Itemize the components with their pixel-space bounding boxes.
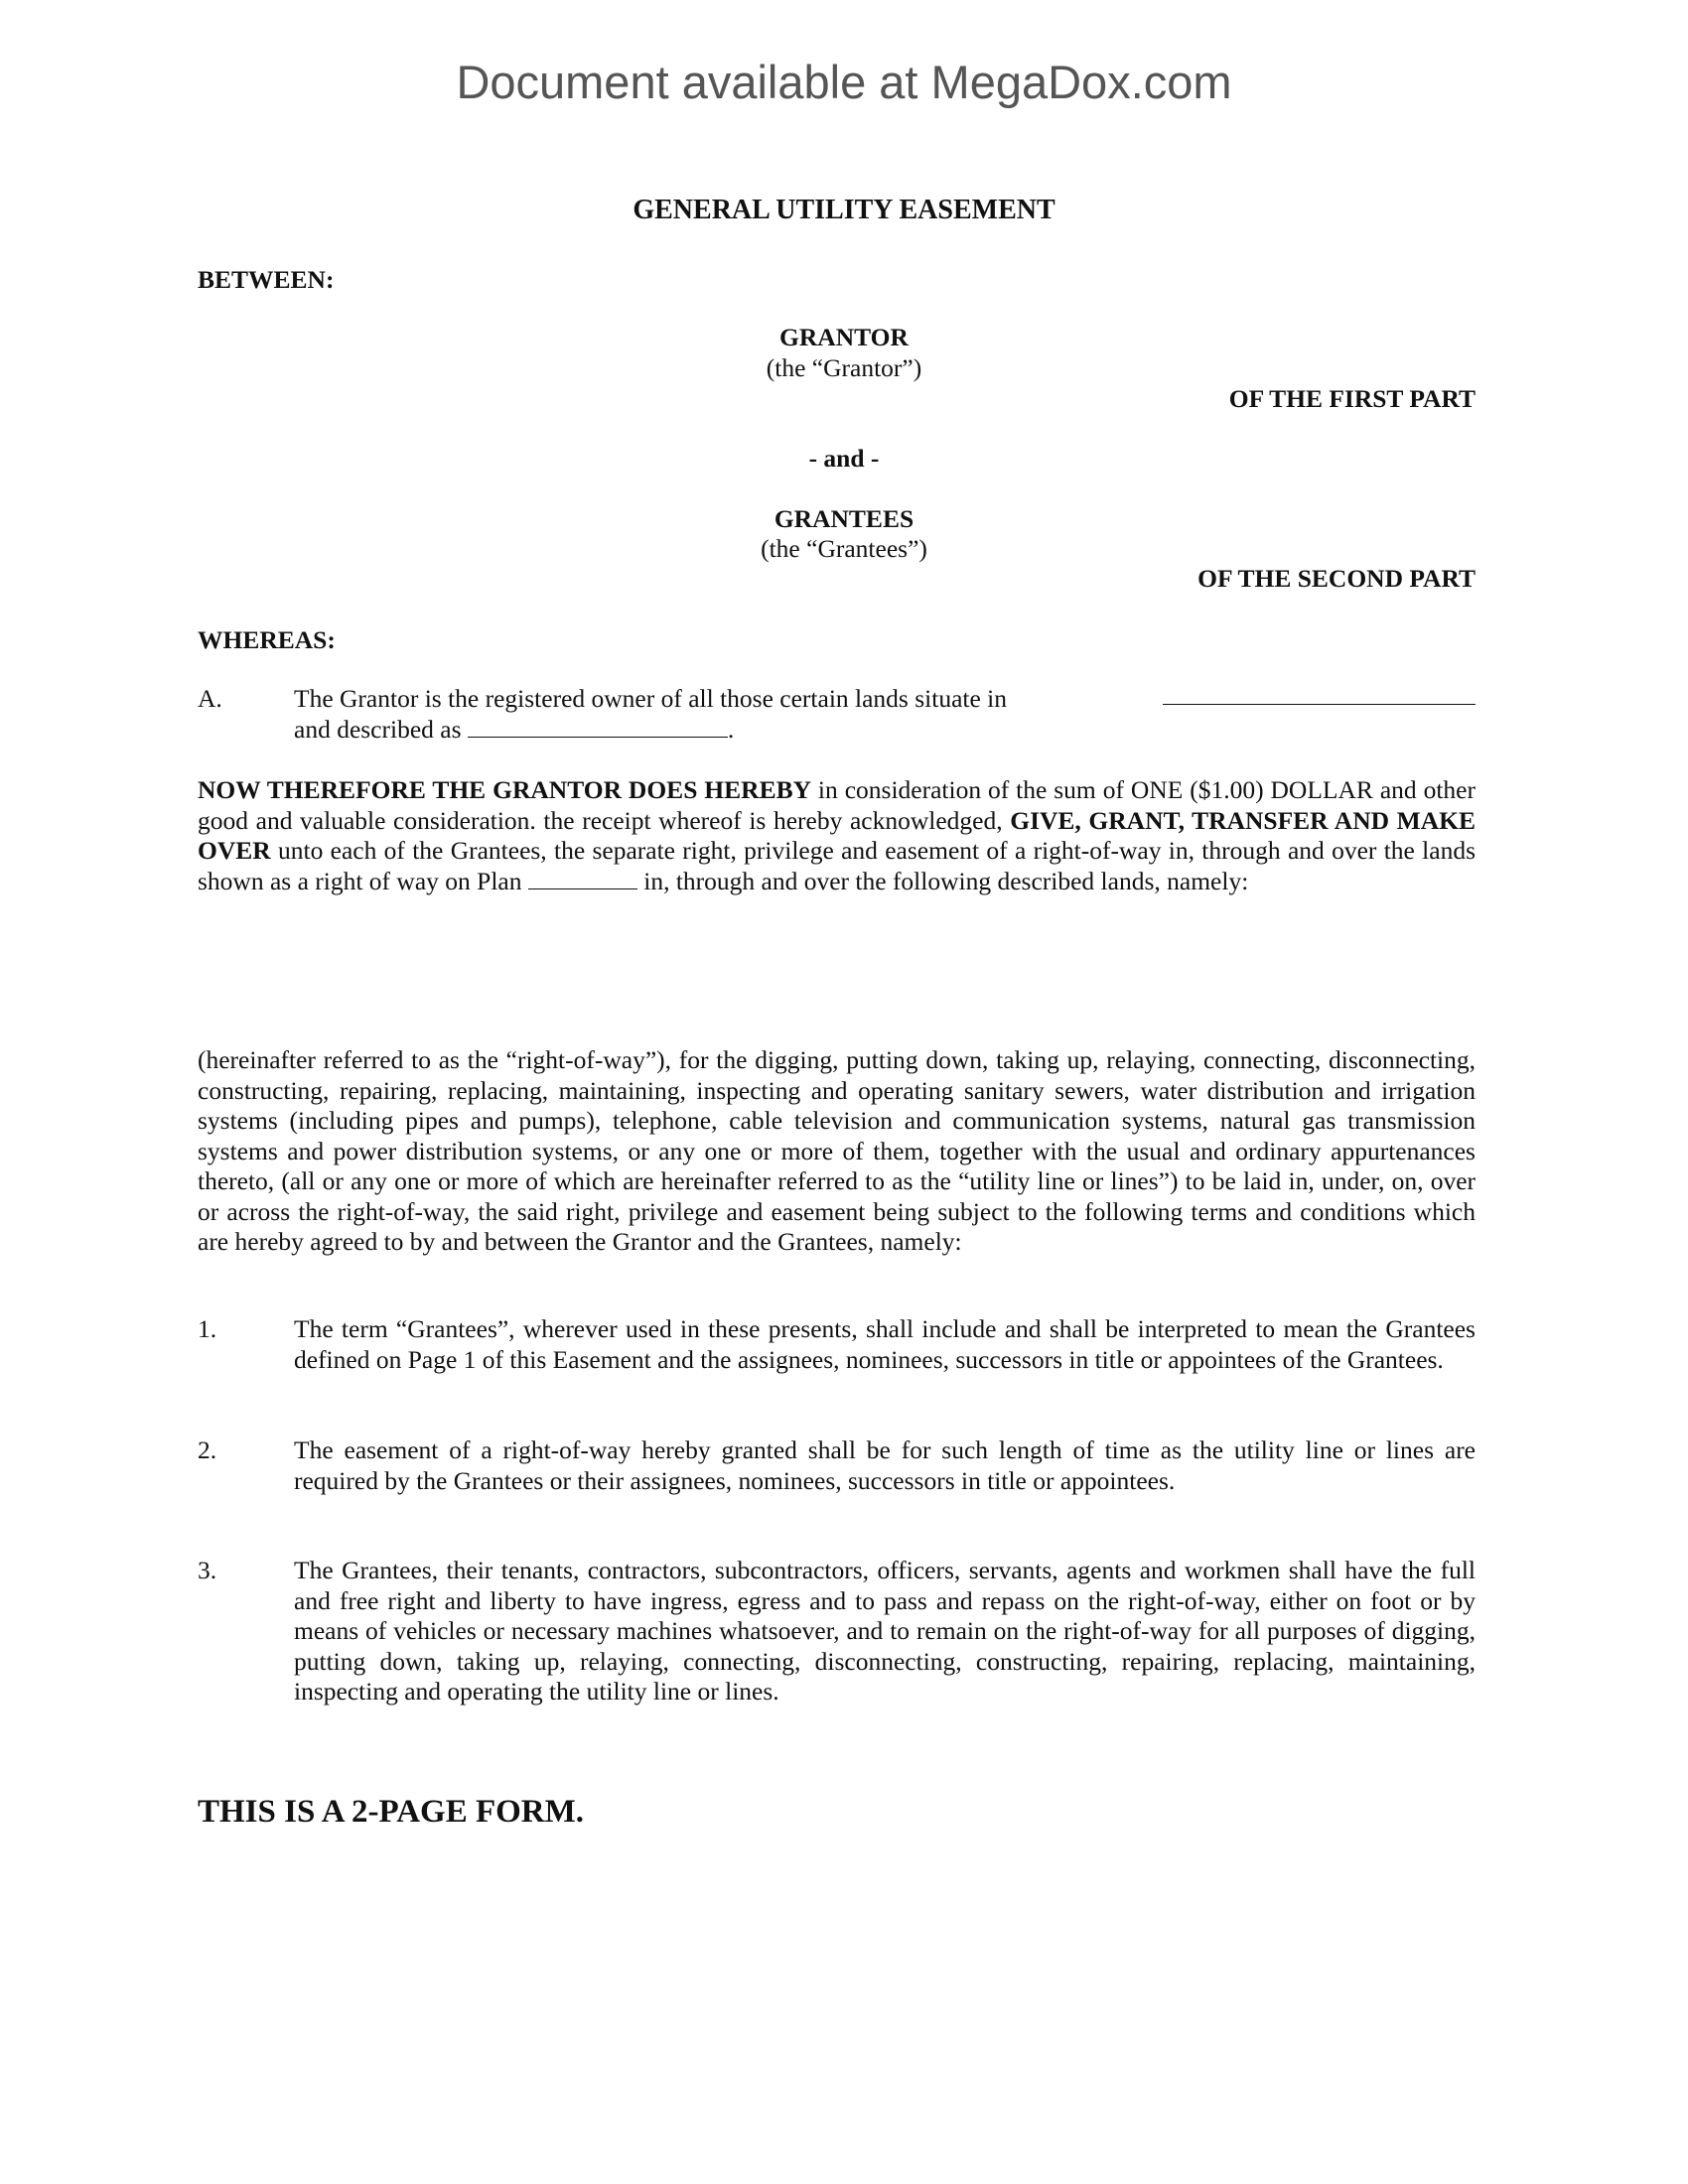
grantees-name: GRANTEES bbox=[774, 504, 914, 533]
now-therefore-text-2: unto each of the Grantees, the separate right, privilege and easement of a right-of-way in, through and over the lands shown as a right of way on Plan bbox=[198, 836, 1476, 895]
second-part-label: OF THE SECOND PART bbox=[1197, 564, 1476, 593]
item-text: The easement of a right-of-way hereby granted shall be for such length of time as the utility line or lines are required by the Grantees or their assignees, nominees, successors in title or appointees. bbox=[294, 1435, 1476, 1495]
grantor-alias: (the “Grantor”) bbox=[766, 353, 922, 382]
recital-a-label: A. bbox=[198, 684, 222, 713]
recital-a-period: . bbox=[727, 714, 735, 744]
now-therefore-paragraph bbox=[198, 775, 1476, 896]
now-therefore-text-1: in consideration of the sum of ONE ($1.00) DOLLAR and other good and valuable consideration. the receipt whereof is hereby acknowledged, bbox=[198, 775, 1476, 835]
item-number: 2. bbox=[198, 1435, 217, 1464]
now-therefore-bold: NOW THEREFORE THE GRANTOR DOES HEREBY bbox=[198, 775, 811, 804]
item-number: 3. bbox=[198, 1556, 217, 1584]
item-text: The term “Grantees”, wherever used in these presents, shall include and shall be interpreted to mean the Grantees defined on Page 1 of this Easement and the assignees, nominees, successors in title or appointees of the Grantees. bbox=[294, 1314, 1476, 1374]
item-text: The Grantees, their tenants, contractors, subcontractors, officers, servants, agents and workmen shall have the full and free right and liberty to have ingress, egress and to pass and repass on the right-of-way, either on foot or by means of vehicles or necessary machines whatsoever, and to remain on the right-of-way for all purposes of digging, putting down, taking up, relaying, connecting, disconnecting, constructing, repairing, replacing, maintaining, inspecting and operating the utility line or lines. bbox=[294, 1556, 1476, 1706]
first-part-label: OF THE FIRST PART bbox=[1228, 384, 1476, 413]
and-separator: - and - bbox=[808, 444, 880, 473]
item-number: 1. bbox=[198, 1314, 217, 1343]
now-therefore-text-3: in, through and over the following described lands, namely: bbox=[636, 866, 1249, 895]
grantees-alias: (the “Grantees”) bbox=[761, 534, 927, 563]
plan-blank[interactable] bbox=[528, 867, 637, 889]
recital-a-text-1: The Grantor is the registered owner of all those certain lands situate in bbox=[294, 684, 1008, 713]
page-count-notice: THIS IS A 2-PAGE FORM. bbox=[198, 1794, 585, 1830]
between-label: BETWEEN: bbox=[198, 265, 335, 294]
description-blank[interactable] bbox=[468, 715, 728, 738]
recital-a bbox=[294, 684, 1476, 745]
whereas-label: WHEREAS: bbox=[198, 625, 336, 654]
grant-clause-bold: GIVE, GRANT, TRANSFER AND MAKE OVER bbox=[198, 805, 1476, 865]
location-blank[interactable] bbox=[1163, 682, 1476, 705]
recital-a-text-2: and described as bbox=[294, 714, 462, 744]
grantor-name: GRANTOR bbox=[779, 323, 909, 351]
hereinafter-paragraph: (hereinafter referred to as the “right-of-way”), for the digging, putting down, taking up, relaying, connecting, disconnecting, constructing, repairing, replacing, maintaining, inspecting and operating sanitary sewers, water distribution and irrigation systems (including pipes and pumps), telephone, cable television and communication systems, natural gas transmission systems and power distribution systems, or any one or more of them, together with the usual and ordinary appurtenances thereto, (all or any one or more of which are hereinafter referred to as the “utility line or lines”) to be laid in, under, on, over or across the right-of-way, the said right, privilege and easement being subject to the following terms and conditions which are hereby agreed to by and between the Grantor and the Grantees, namely: bbox=[198, 1045, 1476, 1256]
document-title: GENERAL UTILITY EASEMENT bbox=[633, 195, 1055, 225]
watermark-banner: Document available at MegaDox.com bbox=[456, 56, 1232, 108]
